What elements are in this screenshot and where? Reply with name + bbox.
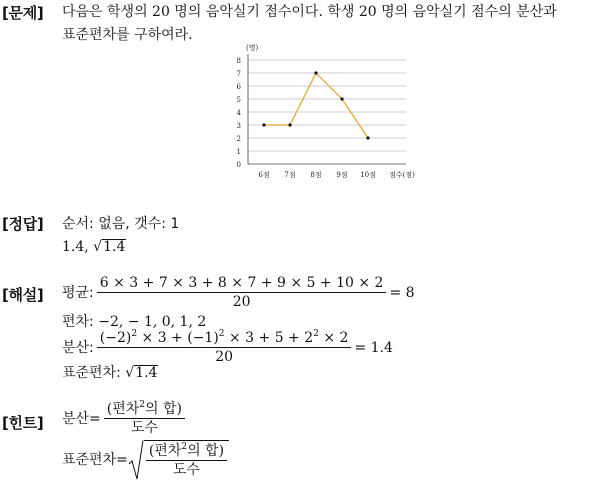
y-tick-label: 5 — [236, 96, 241, 104]
data-point — [314, 71, 317, 74]
variance-denominator: 20 — [215, 349, 234, 365]
hint-variance-denominator: 도수 — [130, 420, 158, 436]
stddev-label: 표준편차: — [62, 365, 121, 381]
mean-fraction — [97, 275, 387, 310]
deviation-label: 편차: — [62, 314, 94, 330]
x-tick-label: 8점 — [310, 171, 322, 179]
hint-sd-num-b: 의 합) — [187, 443, 225, 459]
frequency-line-chart — [230, 44, 430, 184]
problem-line-1: 다음은 학생의 20 명의 음악실기 점수이다. 학생 20 명의 음악실기 점수의 분산과 — [62, 4, 557, 20]
answer-sqrt: √1.4 — [93, 239, 126, 255]
solution-tag: [해설] — [2, 286, 44, 304]
chart-grid — [248, 60, 406, 151]
hint-variance-label: 분산= — [62, 410, 101, 427]
hint-stddev — [62, 440, 229, 480]
radical-sign-icon — [128, 440, 144, 480]
y-tick-label: 2 — [236, 135, 241, 143]
problem-tag: [문제] — [2, 4, 44, 22]
hint-stddev-label: 표준편차= — [62, 452, 128, 468]
data-point — [262, 123, 265, 126]
hint-num-b: 의 합) — [145, 401, 182, 417]
variance-term-3: × 3 + 5 + 2 — [224, 330, 314, 346]
hint-sd-square: 2 — [181, 442, 188, 452]
variance-fraction — [97, 330, 352, 365]
mean-result: = 8 — [389, 284, 415, 301]
variance-term-2: × 3 + (−1) — [137, 330, 219, 346]
y-tick-label: 4 — [236, 109, 241, 117]
chart-labels — [237, 44, 416, 179]
variance-numerator — [97, 330, 352, 348]
variance-formula — [62, 330, 393, 365]
problem-line-2: 표준편차를 구하여라. — [62, 27, 193, 43]
y-tick-label: 7 — [236, 70, 241, 78]
y-tick-label: 6 — [236, 83, 241, 91]
x-axis-label: 점수(점) — [389, 171, 415, 179]
y-axis-label: (명) — [246, 44, 259, 52]
stddev-sqrt: √1.4 — [125, 365, 158, 381]
square-2: 2 — [218, 329, 225, 339]
y-tick-label: 3 — [236, 122, 241, 130]
square-3: 2 — [313, 329, 319, 339]
square-1: 2 — [131, 329, 138, 339]
y-tick-label: 8 — [236, 57, 241, 65]
hint-num-a: (편차 — [106, 401, 140, 417]
mean-label: 평균: — [62, 284, 94, 301]
series-line — [264, 73, 368, 138]
hint-variance-fraction — [104, 401, 185, 436]
answer-line-1: 순서: 없음, 갯수: 1 — [62, 216, 180, 232]
x-tick-label: 10점 — [360, 171, 376, 179]
hint-sd-num-a: (편차 — [148, 443, 182, 459]
x-tick-label: 6점 — [258, 171, 270, 179]
answer-sqrt-radicand: 1.4 — [103, 239, 126, 255]
variance-term-1: (−2) — [99, 330, 132, 346]
hint-tag: [힌트] — [2, 414, 44, 432]
mean-denominator: 20 — [232, 294, 251, 310]
hint-stddev-radicand — [144, 440, 229, 480]
answer-tag: [정답] — [2, 215, 44, 233]
stddev-line — [62, 364, 158, 382]
hint-variance-numerator — [104, 401, 185, 419]
stddev-radicand: 1.4 — [135, 365, 158, 381]
mean-formula — [62, 275, 415, 310]
variance-label: 분산: — [62, 339, 94, 356]
y-tick-label: 0 — [236, 161, 241, 169]
variance-term-4: × 2 — [318, 330, 349, 346]
y-tick-label: 1 — [236, 148, 241, 156]
hint-stddev-sqrt — [128, 440, 229, 480]
hint-variance — [62, 401, 188, 436]
chart-axes — [248, 54, 406, 164]
chart-series — [262, 71, 369, 139]
hint-stddev-denominator: 도수 — [172, 462, 200, 478]
data-point — [288, 123, 291, 126]
data-point — [366, 136, 369, 139]
x-tick-label: 9점 — [336, 171, 348, 179]
x-tick-label: 7점 — [284, 171, 296, 179]
answer-line-2 — [62, 238, 126, 256]
hint-square: 2 — [139, 400, 146, 410]
answer-value: 1.4, — [62, 239, 94, 255]
data-point — [340, 97, 343, 100]
variance-result: = 1.4 — [354, 339, 393, 356]
mean-numerator: 6 × 3 + 7 × 3 + 8 × 7 + 9 × 5 + 10 × 2 — [97, 275, 387, 293]
hint-stddev-fraction — [146, 443, 227, 478]
deviation-values: −2, − 1, 0, 1, 2 — [98, 314, 207, 330]
hint-stddev-numerator — [146, 443, 227, 461]
